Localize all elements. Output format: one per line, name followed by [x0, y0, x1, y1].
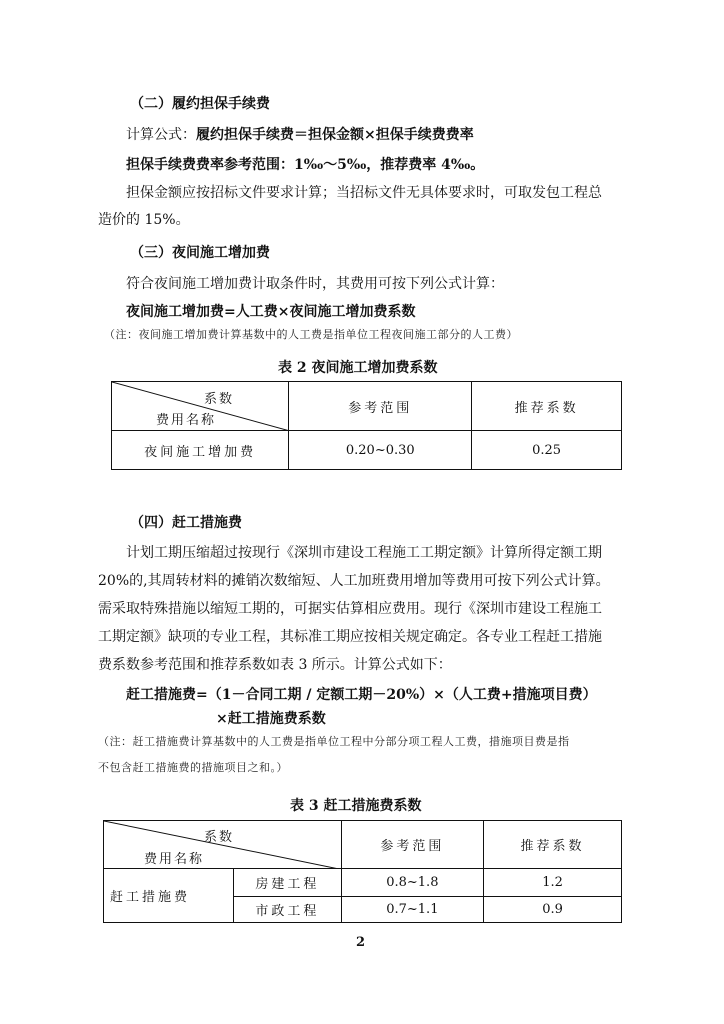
rush-body-line3: 需采取特殊措施以缩短工期的，可据实估算相应费用。现行《深圳市建设工程施工 [98, 601, 602, 617]
table3-header-bottom: 费用名称 [144, 852, 205, 867]
guarantee-body-line1: 担保金额应按招标文件要求计算；当招标文件无具体要求时，可取发包工程总 [126, 185, 602, 201]
table3-col-range: 参考范围 [341, 821, 484, 869]
rush-body-line5: 费系数参考范围和推荐系数如表 3 所示。计算公式如下： [98, 657, 452, 673]
guarantee-body-line2: 造价的 15%。 [98, 212, 190, 228]
table2-row-range: 0.20~0.30 [289, 431, 472, 470]
table2-row-recommend: 0.25 [472, 431, 622, 470]
table3-row-range: 0.7~1.1 [341, 897, 484, 923]
formula-rush-line2: ×赶工措施费系数 [216, 711, 326, 727]
table2-diagonal-header [112, 382, 289, 431]
rush-body-line1: 计划工期压缩超过按现行《深圳市建设工程施工工期定额》计算所得定额工期 [126, 545, 602, 561]
table2-header-bottom: 费用名称 [156, 413, 217, 428]
table2-header-top: 系数 [204, 392, 235, 407]
table2-col-range: 参考范围 [289, 382, 472, 431]
rush-body-line4: 工期定额》缺项的专业工程，其标准工期应按相关规定确定。各专业工程赶工措施 [98, 629, 602, 645]
rush-note-line2: 不包含赶工措施费的措施项目之和。） [98, 761, 288, 774]
guarantee-rate-range: 担保手续费费率参考范围：1‰～5‰，推荐费率 4‰。 [126, 157, 485, 173]
night-work-coefficient-table [111, 381, 622, 470]
night-work-note: （注：夜间施工增加费计算基数中的人工费是指单位工程夜间施工部分的人工费） [104, 328, 518, 341]
formula-line-guarantee [126, 124, 474, 144]
formula-prefix: 计算公式： [126, 127, 196, 143]
section-heading-night-work: （三）夜间施工增加费 [130, 245, 270, 261]
formula-night-work: 夜间施工增加费=人工费×夜间施工增加费系数 [126, 304, 416, 320]
table3-row-name: 市政工程 [234, 897, 342, 923]
table2-col-recommend: 推荐系数 [472, 382, 622, 431]
formula-rush-line1: 赶工措施费=（1－合同工期 / 定额工期－20%）×（人工费+措施项目费） [126, 687, 597, 703]
rush-coefficient-table [103, 820, 622, 923]
table3-diagonal-header [104, 821, 342, 869]
table3-col-recommend: 推荐系数 [484, 821, 622, 869]
table3-row-recommend: 1.2 [484, 869, 622, 897]
formula-guarantee: 履约担保手续费＝担保金额×担保手续费费率 [196, 127, 474, 143]
table3-header-top: 系数 [204, 830, 235, 845]
section-heading-performance-guarantee: （二）履约担保手续费 [130, 96, 270, 112]
rush-body-line2: 20%的,其周转材料的摊销次数缩短、人工加班费用增加等费用可按下列公式计算。 [98, 573, 610, 589]
table3-caption: 表 3 赶工措施费系数 [290, 798, 422, 814]
page-number: 2 [356, 935, 366, 950]
section-heading-rush-work: （四）赶工措施费 [130, 515, 242, 531]
table2-row-name: 夜间施工增加费 [112, 431, 289, 470]
table3-row-recommend: 0.9 [484, 897, 622, 923]
night-work-body: 符合夜间施工增加费计取条件时，其费用可按下列公式计算： [126, 276, 504, 292]
table2-caption: 表 2 夜间施工增加费系数 [278, 360, 438, 376]
rush-note-line1: （注：赶工措施费计算基数中的人工费是指单位工程中分部分项工程人工费，措施项目费是指 [98, 735, 570, 748]
table3-group-name: 赶工措施费 [104, 869, 234, 923]
table3-row-range: 0.8~1.8 [341, 869, 484, 897]
table3-row-name: 房建工程 [234, 869, 342, 897]
